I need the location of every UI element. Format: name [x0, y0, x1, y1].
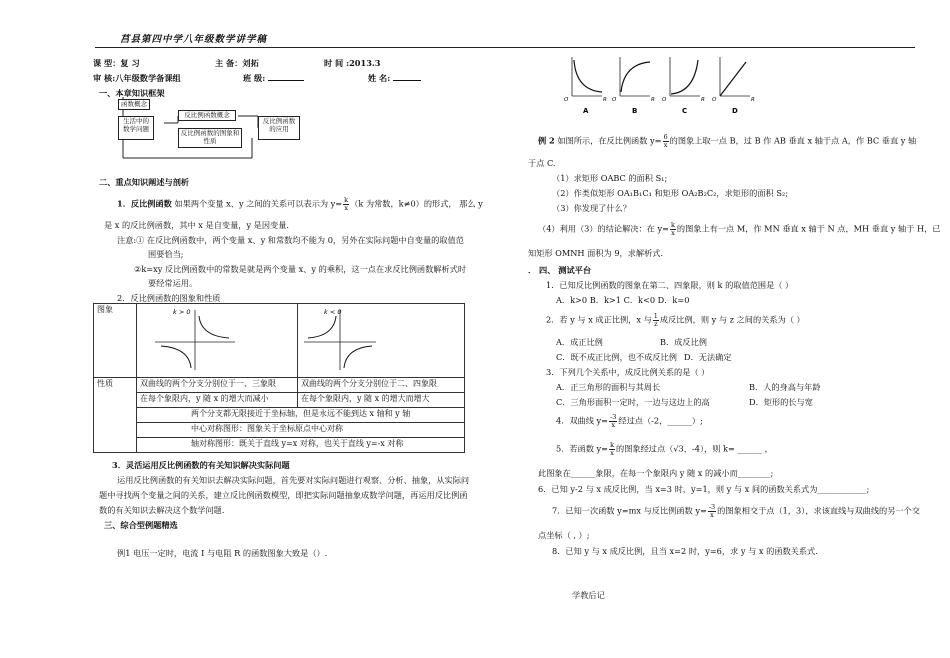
test-1-options: A．k>0 B．k>1 C．k<0 D．k=0	[556, 295, 690, 305]
graph-d-label: D	[732, 107, 738, 115]
test-5: 5．若函数 y= $\frac{k}{x}$ 的图象经过点（√3，-4），则 k= ______ ，	[556, 441, 773, 458]
prop-common-1: 两个分支都无限接近于坐标轴，但是永远不能到达 x 轴和 y 轴	[137, 408, 465, 423]
meta-lead: 主 备：刘拓	[215, 58, 259, 68]
test-7-line-2: 点坐标（ , ）;	[538, 530, 590, 540]
example-1: 例1 电压一定时，电流 I 与电阻 R 的函数图象大致是（）.	[117, 548, 328, 558]
section-4-title: 三、综合型例题精选	[104, 520, 178, 530]
test-2: 2．若 y 与 x 成正比例，x 与 $\frac{1}{z}$ 成反比例，则 y 与 z 之间的关系为（ ）	[546, 312, 805, 329]
sqrt-3: √3	[673, 443, 684, 454]
graph-k-positive-label: k > 0	[173, 308, 191, 316]
fraction-k-over-x-q4: $\frac{k}{x}$	[670, 221, 675, 238]
meta-class: 班 级:	[243, 73, 304, 83]
note-2a: ②k=xy 反比例函数中的常数是就是两个变量 x、y 的乘积，这一点在求反比例函数解析式时	[134, 264, 467, 274]
current-resistance-graphs	[560, 52, 760, 120]
definition-text-b: （k 为常数，k≠0）的形式， 那么 y	[350, 198, 483, 209]
graph-k-negative	[298, 304, 448, 374]
table-row	[94, 423, 465, 438]
test-3: 3．下列几个关系中，成反比例关系的是（ ）	[546, 367, 710, 377]
prop-common-2: 中心对称图形：图象关于坐标原点中心对称	[137, 423, 465, 438]
prop-pos-1: 双曲线的两个分支分别位于一、三象限	[137, 378, 298, 393]
example-2-q2: （2）作类似矩形 OA₁B₁C₁ 和矩形 OA₂B₂C₂，求矩形的面积 S₂;	[552, 188, 788, 198]
example-2-label: 例 2	[538, 135, 555, 146]
section-1-title: 一、本章知识框架	[99, 88, 165, 98]
page-header-title: 莒县第四中学八年级数学讲学稿	[120, 34, 268, 45]
fraction-6-over-x: $\frac{6}{x}$	[663, 133, 668, 150]
diagram-box-graph-properties: 反比例函数的图象和性质	[178, 128, 242, 148]
test-3-option-c: C．三角形面积一定时，一边与这边上的高	[556, 397, 710, 407]
section-3-title: 3．灵活运用反比例函数的有关知识解决实际问题	[112, 460, 290, 470]
row-label-image: 图象	[94, 304, 137, 378]
definition-paragraph	[117, 197, 483, 212]
test-8: 8．已知 y 与 x 成反比例，且当 x=2 时，y=6，求 y 与 x 的函数关系式.	[552, 546, 818, 556]
table-row	[94, 408, 465, 423]
graph-b-r: R	[651, 97, 655, 103]
graph-a	[564, 57, 607, 115]
fraction-neg3-over-x-t7: $\frac{-3}{x}$	[708, 503, 716, 520]
test-7: 7．已知一次函数 y=mx 与反比例函数 y= $\frac{-3}{x}$ 的图象相交于点（1，3），求该直线与双曲线的另一个交	[552, 503, 920, 520]
table-row	[94, 438, 465, 453]
diagram-box-life-problems: 生活中的数学问题	[118, 116, 154, 140]
prop-common-3: 轴对称图形：既关于直线 y=x 对称，也关于直线 y=-x 对称	[137, 438, 465, 453]
footer-study-notes: 学教后记	[572, 590, 605, 600]
diagram-box-function-concept: 函数概念	[118, 99, 150, 110]
section-3-line-3: 数的有关知识去解决这个数学问题.	[99, 505, 225, 515]
graph-k-positive-cell	[137, 304, 298, 378]
example-2-q4c: 知矩形 OMNH 面积为 9，求解析式.	[528, 248, 664, 258]
fraction-neg3-over-x: $\frac{-3}{x}$	[610, 413, 617, 430]
example-2-line-2: 于点 C.	[528, 158, 556, 168]
example-2-q4: （4）利用（3）的结论解决：在 y= $\frac{k}{x}$ 的图象上有一点 M，作 MN 垂直 x 轴于 N 点，MH 垂直 y 轴于 H，已	[538, 221, 941, 238]
graph-d-r: R	[751, 97, 755, 103]
prop-neg-1: 双曲线的两个分支分别位于二、四象限	[298, 378, 465, 393]
graph-properties-heading: 2．反比例函数的图象和性质	[117, 293, 221, 303]
table-row	[94, 304, 465, 378]
test-4: 4．双曲线 y= $\frac{-3}{x}$ 经过点（-2，______）;	[556, 413, 703, 430]
section-3-line-1: 运用反比例函数的有关知识去解决实际问题，首先要对实际问题进行观察、分析、抽象，从实际问	[117, 475, 470, 485]
graph-d-origin: O	[712, 97, 717, 103]
graph-c	[662, 57, 705, 115]
graph-b	[612, 57, 655, 115]
graph-b-origin: O	[612, 97, 617, 103]
note-1a: 注意:① 在反比例函数中，两个变量 x、y 和常数均不能为 0，另外在实际问题中自变量的取值范	[117, 235, 464, 245]
graph-d	[712, 57, 755, 115]
table-row	[94, 393, 465, 408]
graph-k-negative-cell	[298, 304, 465, 378]
test-2-option-a: A．成正比例	[556, 337, 603, 347]
definition-label: 1．反比例函数	[117, 198, 172, 209]
section-3-line-2: 题中寻找两个变量之间的关系，建立反比例函数模型，即把实际问题抽象成数学问题，再运用反比例函	[99, 490, 468, 500]
header-rule	[95, 47, 915, 48]
graph-k-negative-label: k < 0	[324, 308, 342, 316]
section-2-title: 二、重点知识阐述与剖析	[99, 177, 190, 187]
test-3-option-d: D．矩形的长与宽	[749, 397, 813, 407]
test-2-option-c: C．既不成正比例，也不成反比例	[556, 352, 677, 362]
meta-time: 时 间 :2013.3	[324, 58, 381, 68]
example-2-line-1: 例 2 如图所示，在反比例函数 y= $\frac{6}{x}$ 的图象上取一点 B，过 B 作 AB 垂直 x 轴于点 A，作 BC 垂直 y 轴	[538, 133, 917, 150]
note-2b: 要经常运用。	[148, 278, 198, 288]
note-1b: 围要恰当;	[148, 249, 184, 259]
test-3-option-b: B．人的身高与年龄	[749, 382, 821, 392]
test-5-line-2: 此图象在______象限，在每一个象限内 y 随 x 的减小而________;	[538, 468, 774, 478]
diagram-box-inverse-concept: 反比例函数概念	[178, 110, 236, 121]
meta-name: 姓 名:	[368, 73, 421, 83]
row-label-properties: 性质	[94, 378, 137, 453]
fraction-k-over-x-t5: $\frac{k}{x}$	[610, 441, 615, 458]
table-row	[94, 378, 465, 393]
test-2-option-b: B．成反比例	[660, 337, 707, 347]
meta-type: 课 型：复 习	[93, 58, 140, 68]
prop-neg-2: 在每个象限内，y 随 x 的增大而增大	[298, 393, 465, 408]
fraction-1-over-z: $\frac{1}{z}$	[653, 312, 658, 329]
test-1: 1．已知反比例函数的图象在第二、四象限，则 k 的取值范围是（ ）	[546, 280, 794, 290]
definition-text-c: 是 x 的反比例函数，其中 x 是自变量，y 是因变量.	[104, 220, 290, 230]
meta-review: 审 核:八年级数学备课组	[93, 73, 181, 83]
graph-a-r: R	[603, 97, 607, 103]
fraction-k-over-x: $\frac{k}{x}$	[344, 196, 349, 213]
definition-text-a: 如果两个变量 x、y 之间的关系可以表示为 y=	[174, 198, 343, 209]
test-2-option-d: D．无法确定	[684, 352, 732, 362]
section-test-title: ． 四、 测试平台	[528, 265, 592, 275]
test-6: 6．已知 y-2 与 x 成反比例，当 x=3 时，y=1，则 y 与 x 间的函数关系式为____________;	[538, 484, 870, 494]
diagram-box-application: 反比例函数的应用	[258, 116, 300, 140]
prop-pos-2: 在每个象限内，y 随 x 的增大而减小	[137, 393, 298, 408]
graph-c-label: C	[682, 107, 688, 115]
graph-a-label: A	[583, 107, 589, 115]
test-3-option-a: A．正三角形的面积与其周长	[556, 382, 661, 392]
properties-table	[93, 303, 465, 453]
graph-k-positive	[137, 304, 287, 374]
graph-c-r: R	[701, 97, 705, 103]
example-2-q1: （1）求矩形 OABC 的面积 S₁;	[552, 173, 668, 183]
graph-c-origin: O	[662, 97, 667, 103]
example-2-q3: （3）你发现了什么？	[552, 203, 631, 213]
graph-a-origin: O	[564, 97, 569, 103]
graph-b-label: B	[632, 107, 638, 115]
